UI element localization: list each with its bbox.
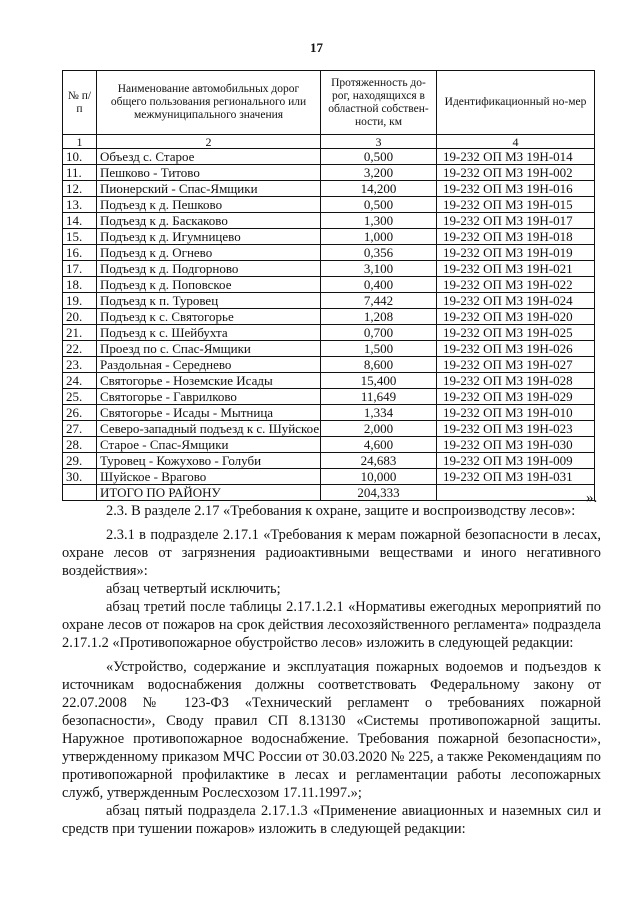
table-row xyxy=(63,469,595,485)
table-row xyxy=(63,245,595,261)
paragraph: абзац пятый подраздела 2.17.1.3 «Применение авиационных и наземных сил и средств при тушении пожаров» изложить в следующей редакции: xyxy=(62,803,601,837)
table-row xyxy=(63,213,595,229)
road-length: 10,000 xyxy=(321,469,437,485)
road-id: 19-232 ОП МЗ 19Н-017 xyxy=(437,213,595,229)
row-number: 25. xyxy=(63,389,97,405)
table-row xyxy=(63,197,595,213)
table-row xyxy=(63,341,595,357)
table-row xyxy=(63,293,595,309)
road-id: 19-232 ОП МЗ 19Н-020 xyxy=(437,309,595,325)
table-row xyxy=(63,405,595,421)
road-length: 1,000 xyxy=(321,229,437,245)
table-row xyxy=(63,165,595,181)
total-id xyxy=(437,485,595,501)
page-number: 17 xyxy=(310,40,323,55)
road-name: Святогорье - Исады - Мытница xyxy=(97,405,321,421)
table-row xyxy=(63,453,595,469)
road-id: 19-232 ОП МЗ 19Н-016 xyxy=(437,181,595,197)
row-number: 13. xyxy=(63,197,97,213)
road-id: 19-232 ОП МЗ 19Н-030 xyxy=(437,437,595,453)
road-length: 0,500 xyxy=(321,197,437,213)
road-id: 19-232 ОП МЗ 19Н-002 xyxy=(437,165,595,181)
table-row xyxy=(63,181,595,197)
road-id: 19-232 ОП МЗ 19Н-022 xyxy=(437,277,595,293)
road-id: 19-232 ОП МЗ 19Н-019 xyxy=(437,245,595,261)
paragraph: абзац третий после таблицы 2.17.1.2.1 «Нормативы ежегодных мероприятий по охране лесов от пожаров на срок действия лесохозяйственного регламента» подраздела 2.17.1.2 «Противопожарное обустройство лесов» изложить в следующей редакции: xyxy=(62,599,601,651)
road-name: Объезд с. Старое xyxy=(97,149,321,165)
row-number: 15. xyxy=(63,229,97,245)
road-id: 19-232 ОП МЗ 19Н-025 xyxy=(437,325,595,341)
total-row xyxy=(63,485,595,501)
row-number: 29. xyxy=(63,453,97,469)
road-length: 0,500 xyxy=(321,149,437,165)
road-name: Подъезд к п. Туровец xyxy=(97,293,321,309)
row-number: 28. xyxy=(63,437,97,453)
total-length: 204,333 xyxy=(321,485,437,501)
road-id: 19-232 ОП МЗ 19Н-028 xyxy=(437,373,595,389)
row-number: 16. xyxy=(63,245,97,261)
road-id: 19-232 ОП МЗ 19Н-015 xyxy=(437,197,595,213)
road-length: 1,208 xyxy=(321,309,437,325)
road-name: Раздольная - Середнево xyxy=(97,357,321,373)
road-name: Старое - Спас-Ямщики xyxy=(97,437,321,453)
road-id: 19-232 ОП МЗ 19Н-018 xyxy=(437,229,595,245)
road-id: 19-232 ОП МЗ 19Н-023 xyxy=(437,421,595,437)
road-length: 15,400 xyxy=(321,373,437,389)
table-row xyxy=(63,229,595,245)
paragraph: 2.3. В разделе 2.17 «Требования к охране, защите и воспроизводству лесов»: xyxy=(106,503,576,519)
road-name: Проезд по с. Спас-Ямщики xyxy=(97,341,321,357)
total-num xyxy=(63,485,97,501)
column-numbers-row xyxy=(63,135,595,149)
road-name: Подъезд к д. Подгорново xyxy=(97,261,321,277)
column-number: 1 xyxy=(63,135,97,149)
row-number: 14. xyxy=(63,213,97,229)
road-name: Северо-западный подъезд к с. Шуйское xyxy=(97,421,321,437)
row-number: 21. xyxy=(63,325,97,341)
row-number: 17. xyxy=(63,261,97,277)
road-name: Подъезд к д. Игумницево xyxy=(97,229,321,245)
body-text xyxy=(62,502,601,838)
road-length: 3,100 xyxy=(321,261,437,277)
row-number: 10. xyxy=(63,149,97,165)
road-name: Пешково - Титово xyxy=(97,165,321,181)
road-name: Подъезд к д. Пешково xyxy=(97,197,321,213)
paragraph: «Устройство, содержание и эксплуатация пожарных водоемов и подъездов к источникам водоснабжения должны соответствовать Федеральному закону от 22.07.2008 № 123-ФЗ «Технический регламент о требованиях пожарной безопасности», Своду правил СП 8.13130 «Системы противопожарной защиты. Наружное противопожарное водоснабжение. Требования пожарной безопасности», утвержденному приказом МЧС России от 30.03.2020 № 225, а также Рекомендациям по противопожарной профилактике в лесах и регламентации работы лесопожарных служб, утвержденным Рослесхозом 17.11.1997.»; xyxy=(62,659,601,801)
row-number: 27. xyxy=(63,421,97,437)
road-length: 1,300 xyxy=(321,213,437,229)
table-header-row xyxy=(63,71,595,135)
column-number: 3 xyxy=(321,135,437,149)
road-length: 1,500 xyxy=(321,341,437,357)
header-id: Идентификационный но-мер xyxy=(437,71,595,135)
road-id: 19-232 ОП МЗ 19Н-009 xyxy=(437,453,595,469)
closing-quote: ». xyxy=(586,490,598,506)
road-id: 19-232 ОП МЗ 19Н-024 xyxy=(437,293,595,309)
table-row xyxy=(63,389,595,405)
road-length: 0,700 xyxy=(321,325,437,341)
road-length: 0,356 xyxy=(321,245,437,261)
roads-table xyxy=(62,70,595,501)
road-name: Святогорье - Гаврилково xyxy=(97,389,321,405)
road-length: 11,649 xyxy=(321,389,437,405)
road-id: 19-232 ОП МЗ 19Н-029 xyxy=(437,389,595,405)
road-length: 4,600 xyxy=(321,437,437,453)
road-length: 8,600 xyxy=(321,357,437,373)
road-id: 19-232 ОП МЗ 19Н-031 xyxy=(437,469,595,485)
road-name: Подъезд к с. Святогорье xyxy=(97,309,321,325)
row-number: 30. xyxy=(63,469,97,485)
road-length: 1,334 xyxy=(321,405,437,421)
road-name: Подъезд к д. Огнево xyxy=(97,245,321,261)
road-name: Туровец - Кожухово - Голуби xyxy=(97,453,321,469)
road-length: 3,200 xyxy=(321,165,437,181)
row-number: 19. xyxy=(63,293,97,309)
road-name: Подъезд к д. Поповское xyxy=(97,277,321,293)
row-number: 18. xyxy=(63,277,97,293)
table-row xyxy=(63,261,595,277)
table-row xyxy=(63,325,595,341)
total-label: ИТОГО ПО РАЙОНУ xyxy=(97,485,321,501)
paragraph: абзац четвертый исключить; xyxy=(106,581,281,597)
header-name: Наименование автомобильных дорог общего пользования регионального или межмуниципального значения xyxy=(97,71,321,135)
road-id: 19-232 ОП МЗ 19Н-021 xyxy=(437,261,595,277)
road-length: 14,200 xyxy=(321,181,437,197)
row-number: 26. xyxy=(63,405,97,421)
row-number: 20. xyxy=(63,309,97,325)
road-id: 19-232 ОП МЗ 19Н-010 xyxy=(437,405,595,421)
table-row xyxy=(63,373,595,389)
row-number: 12. xyxy=(63,181,97,197)
table-row xyxy=(63,421,595,437)
road-length: 24,683 xyxy=(321,453,437,469)
road-id: 19-232 ОП МЗ 19Н-014 xyxy=(437,149,595,165)
road-name: Подъезд к с. Шейбухта xyxy=(97,325,321,341)
row-number: 23. xyxy=(63,357,97,373)
row-number: 22. xyxy=(63,341,97,357)
header-num: № п/п xyxy=(63,71,97,135)
road-name: Подъезд к д. Баскаково xyxy=(97,213,321,229)
column-number: 4 xyxy=(437,135,595,149)
road-length: 2,000 xyxy=(321,421,437,437)
table-row xyxy=(63,149,595,165)
road-name: Пионерский - Спас-Ямщики xyxy=(97,181,321,197)
road-id: 19-232 ОП МЗ 19Н-027 xyxy=(437,357,595,373)
road-length: 7,442 xyxy=(321,293,437,309)
table-row xyxy=(63,437,595,453)
road-name: Святогорье - Ноземские Исады xyxy=(97,373,321,389)
row-number: 24. xyxy=(63,373,97,389)
road-length: 0,400 xyxy=(321,277,437,293)
table-row xyxy=(63,277,595,293)
road-id: 19-232 ОП МЗ 19Н-026 xyxy=(437,341,595,357)
table-row xyxy=(63,309,595,325)
table-row xyxy=(63,357,595,373)
paragraph: 2.3.1 в подразделе 2.17.1 «Требования к мерам пожарной безопасности в лесах, охране лесов от загрязнения радиоактивными веществами и иного негативного воздействия»: xyxy=(62,527,601,579)
road-name: Шуйское - Врагово xyxy=(97,469,321,485)
header-length: Протяженность до-рог, находящихся в областной собствен-ности, км xyxy=(321,71,437,135)
table-body xyxy=(63,149,595,485)
row-number: 11. xyxy=(63,165,97,181)
column-number: 2 xyxy=(97,135,321,149)
